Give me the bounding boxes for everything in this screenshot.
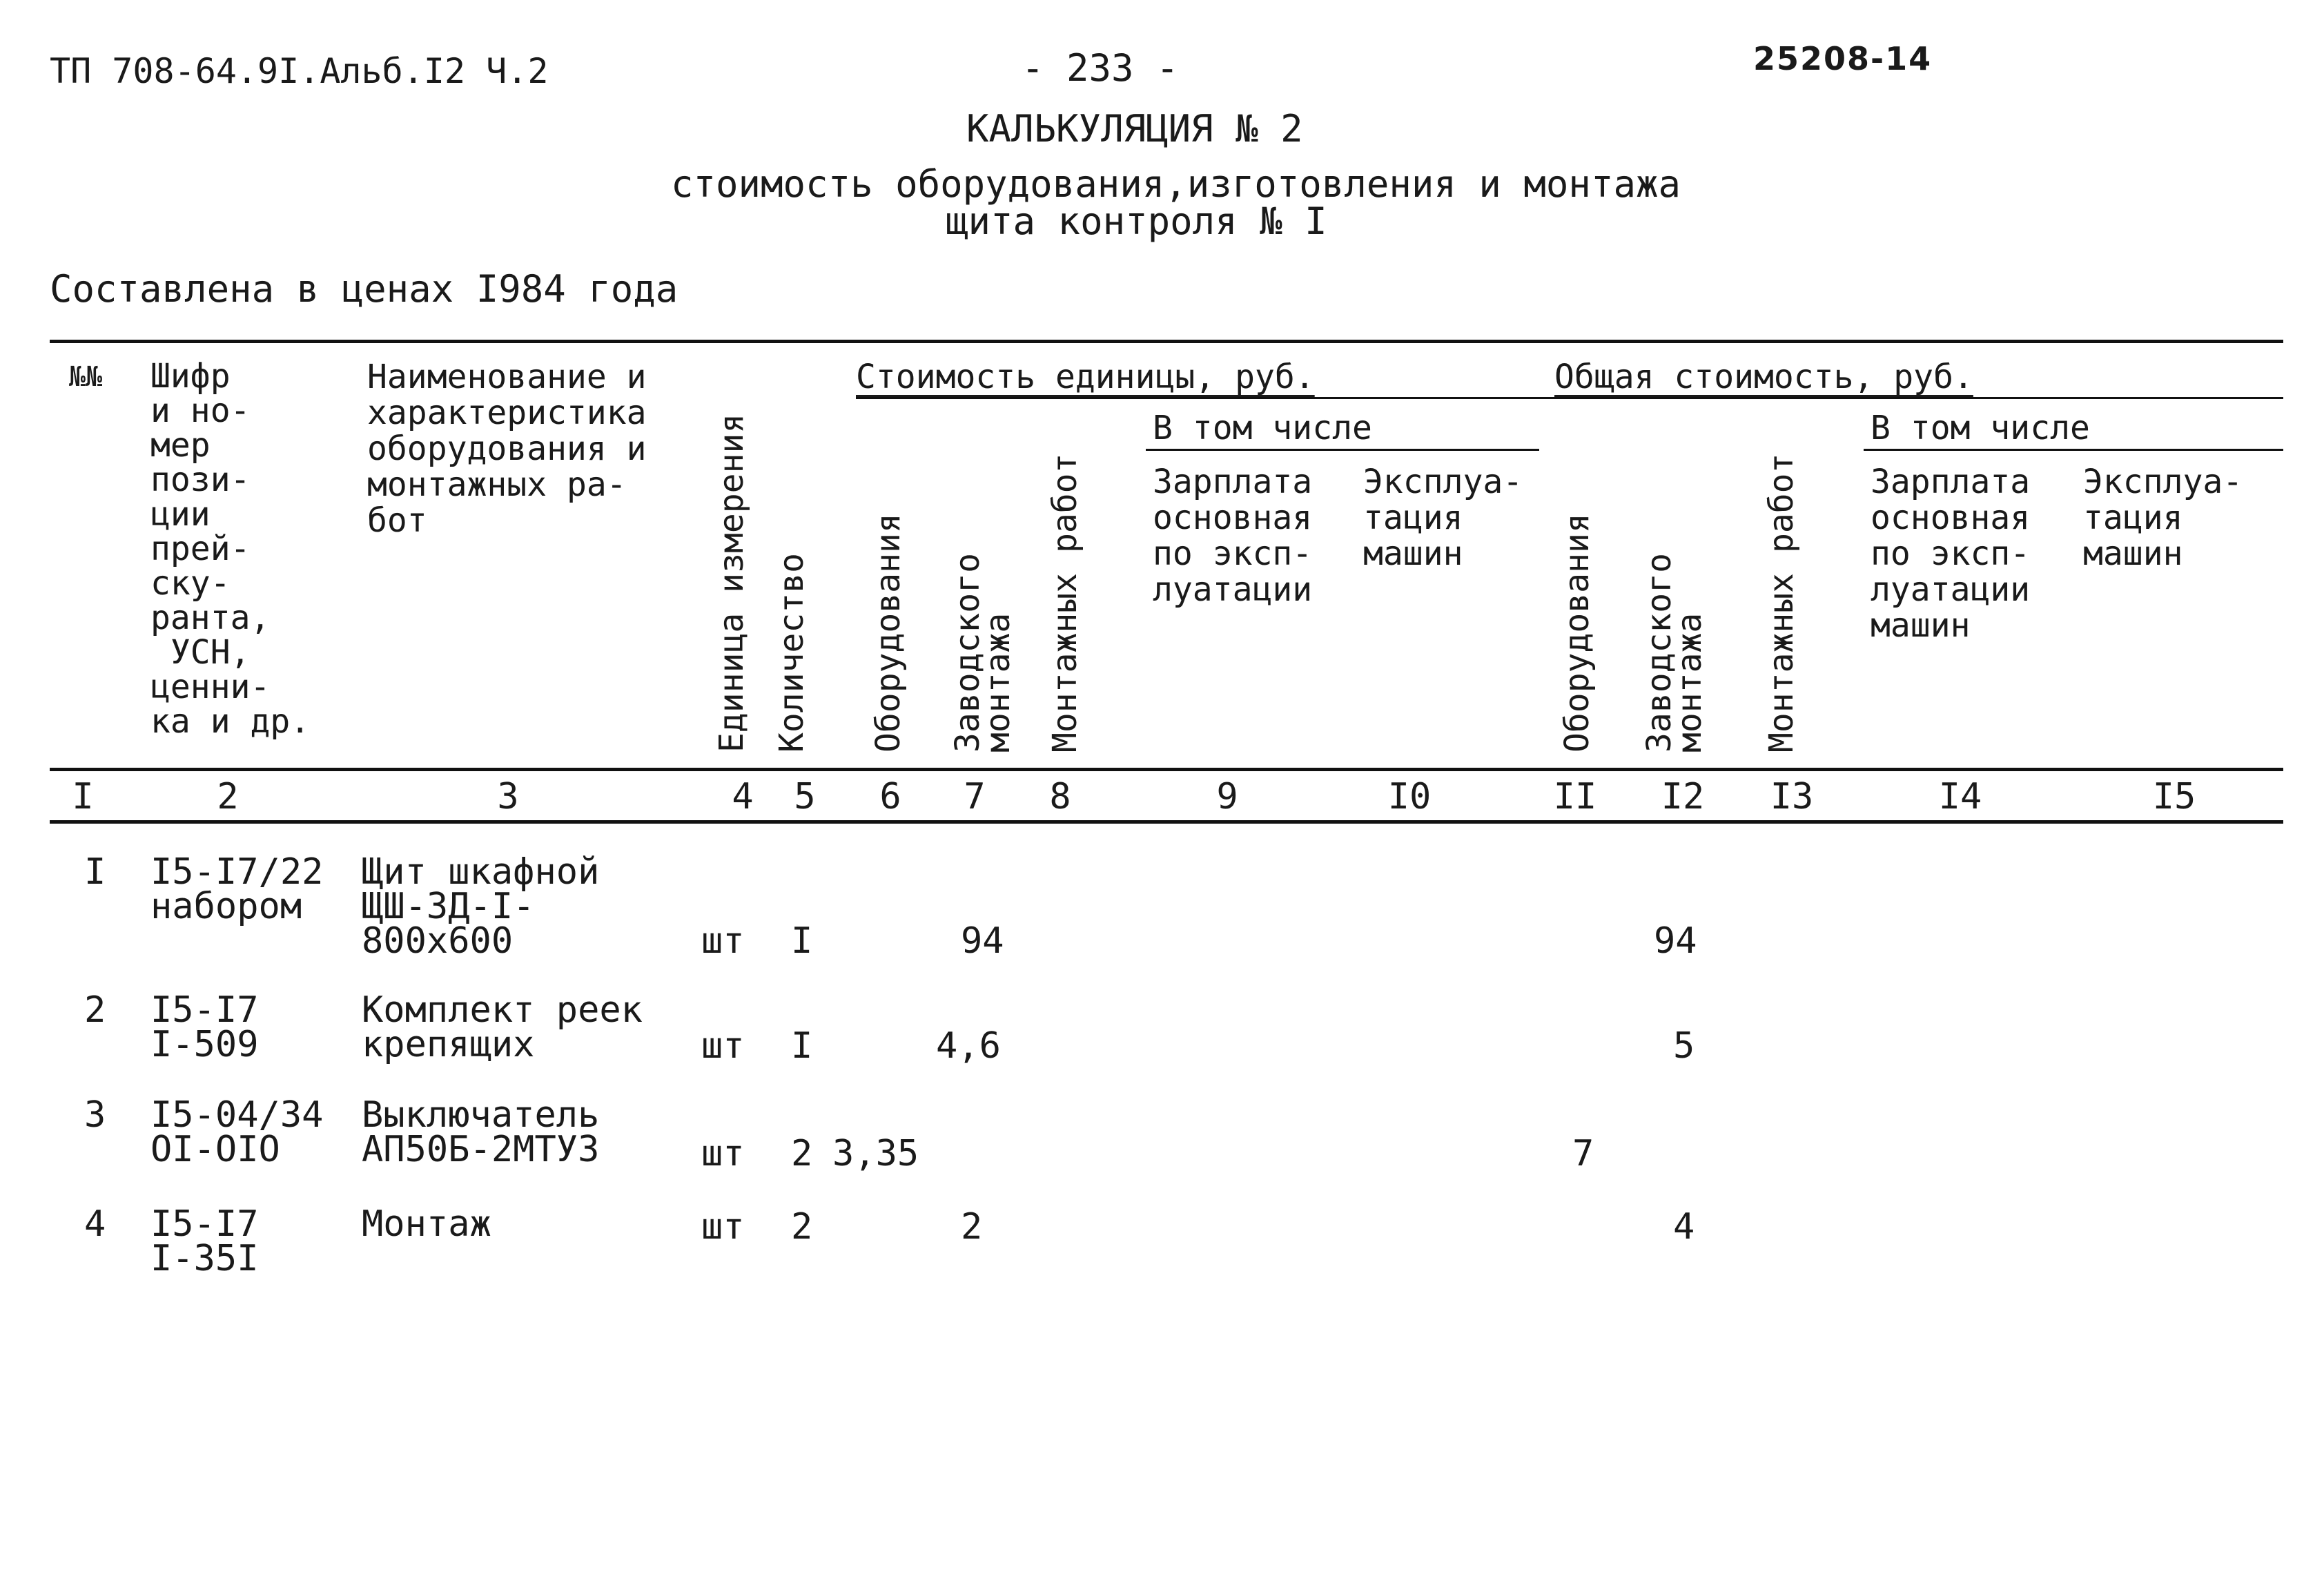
row-number: 3 — [84, 1094, 106, 1136]
row-factory-cost: 94 — [961, 920, 1004, 962]
column-number: I3 — [1770, 776, 1814, 817]
row-unit: шт — [701, 1133, 745, 1174]
header-col8: Монтажных работ — [1046, 453, 1084, 753]
column-number: 8 — [1049, 776, 1071, 817]
row-total-factory: 94 — [1654, 920, 1697, 962]
prices-note: Составлена в ценах I984 года — [50, 267, 678, 311]
header-col13: Монтажных работ — [1762, 453, 1801, 753]
column-number: I2 — [1661, 776, 1705, 817]
row-factory-cost: 4,6 — [936, 1025, 1001, 1067]
header-bottom-rule — [50, 768, 2283, 771]
column-number: I0 — [1387, 776, 1432, 817]
header-col4: Единица измерения — [712, 413, 751, 753]
column-number: 9 — [1216, 776, 1238, 817]
unit-incl-rule — [1146, 449, 1539, 451]
row-number: 2 — [84, 989, 106, 1031]
column-number: 5 — [794, 776, 816, 817]
column-number: 2 — [217, 776, 239, 817]
row-total-equipment: 7 — [1572, 1133, 1594, 1174]
header-col12: Заводского монтажа — [1640, 553, 1709, 753]
header-col15: Эксплуа- тация машин — [2083, 463, 2243, 573]
header-col7: Заводского монтажа — [948, 553, 1017, 753]
archive-stamp-number: 25208-14 — [1753, 40, 1933, 77]
row-name: Комплект реек крепящих — [362, 989, 643, 1065]
row-factory-cost: 2 — [961, 1206, 983, 1248]
row-qty: I — [791, 1025, 813, 1067]
header-col9: Зарплата основная по эксп- луатации — [1153, 463, 1313, 609]
row-number: 4 — [84, 1203, 106, 1245]
column-number: 4 — [732, 776, 754, 817]
column-number: 6 — [879, 776, 901, 817]
column-number: I5 — [2152, 776, 2196, 817]
header-total-incl: В том числе — [1871, 409, 2090, 447]
header-col11: Оборудования — [1558, 513, 1596, 753]
row-equipment-cost: 3,35 — [832, 1133, 919, 1174]
column-number: 7 — [964, 776, 986, 817]
row-code: I5-I7 I-509 — [150, 989, 259, 1065]
page-subtitle-line2: щита контроля № I — [946, 200, 1327, 243]
header-unit-cost-group: Стоимость единицы, руб. — [856, 358, 1315, 396]
header-col3: Наименование и характеристика оборудования и монтажных ра- бот — [367, 358, 647, 540]
row-qty: 2 — [791, 1206, 813, 1248]
row-name: Монтаж — [362, 1203, 491, 1245]
row-name: Щит шкафной ЩШ-ЗД-I- 800х600 — [362, 851, 600, 962]
header-col6: Оборудования — [869, 513, 908, 753]
column-number: II — [1553, 776, 1597, 817]
column-number: 3 — [497, 776, 519, 817]
column-numbers-rule — [50, 820, 2283, 824]
row-unit: шт — [701, 920, 745, 962]
total-incl-rule — [1864, 449, 2283, 451]
row-qty: I — [791, 920, 813, 962]
row-code: I5-04/34 OI-OIO — [150, 1094, 324, 1170]
row-number: I — [84, 851, 106, 893]
row-unit: шт — [701, 1206, 745, 1248]
header-col1: №№ — [69, 361, 103, 393]
header-col14: Зарплата основная по эксп- луатации машин — [1871, 463, 2031, 645]
header-col10: Эксплуа- тация машин — [1363, 463, 1523, 573]
header-unit-incl: В том числе — [1153, 409, 1372, 447]
group-header-rule — [856, 397, 2283, 399]
row-total-factory: 4 — [1673, 1206, 1695, 1248]
page-number: - 233 - — [1022, 46, 1179, 90]
row-qty: 2 — [791, 1133, 813, 1174]
column-number: I4 — [1938, 776, 1982, 817]
row-name: Выключатель АП50Б-2МТУЗ — [362, 1094, 600, 1170]
column-number: I — [72, 776, 94, 817]
row-code: I5-I7 I-35I — [150, 1203, 259, 1279]
document-code: ТП 708-64.9I.Альб.I2 Ч.2 — [50, 51, 549, 91]
row-total-factory: 5 — [1673, 1025, 1695, 1067]
page-title: КАЛЬКУЛЯЦИЯ № 2 — [966, 107, 1303, 151]
header-total-cost-group: Общая стоимость, руб. — [1554, 358, 1973, 396]
table-top-rule — [50, 340, 2283, 343]
header-col2: Шифр и но- мер пози- ции прей- ску- ранта, УСН, ценни- ка и др. — [150, 357, 311, 741]
page-subtitle-line1: стоимость оборудования,изготовления и монтажа — [671, 162, 1681, 206]
header-col5: Количество — [772, 553, 811, 753]
row-code: I5-I7/22 набором — [150, 851, 324, 927]
row-unit: шт — [701, 1025, 745, 1067]
